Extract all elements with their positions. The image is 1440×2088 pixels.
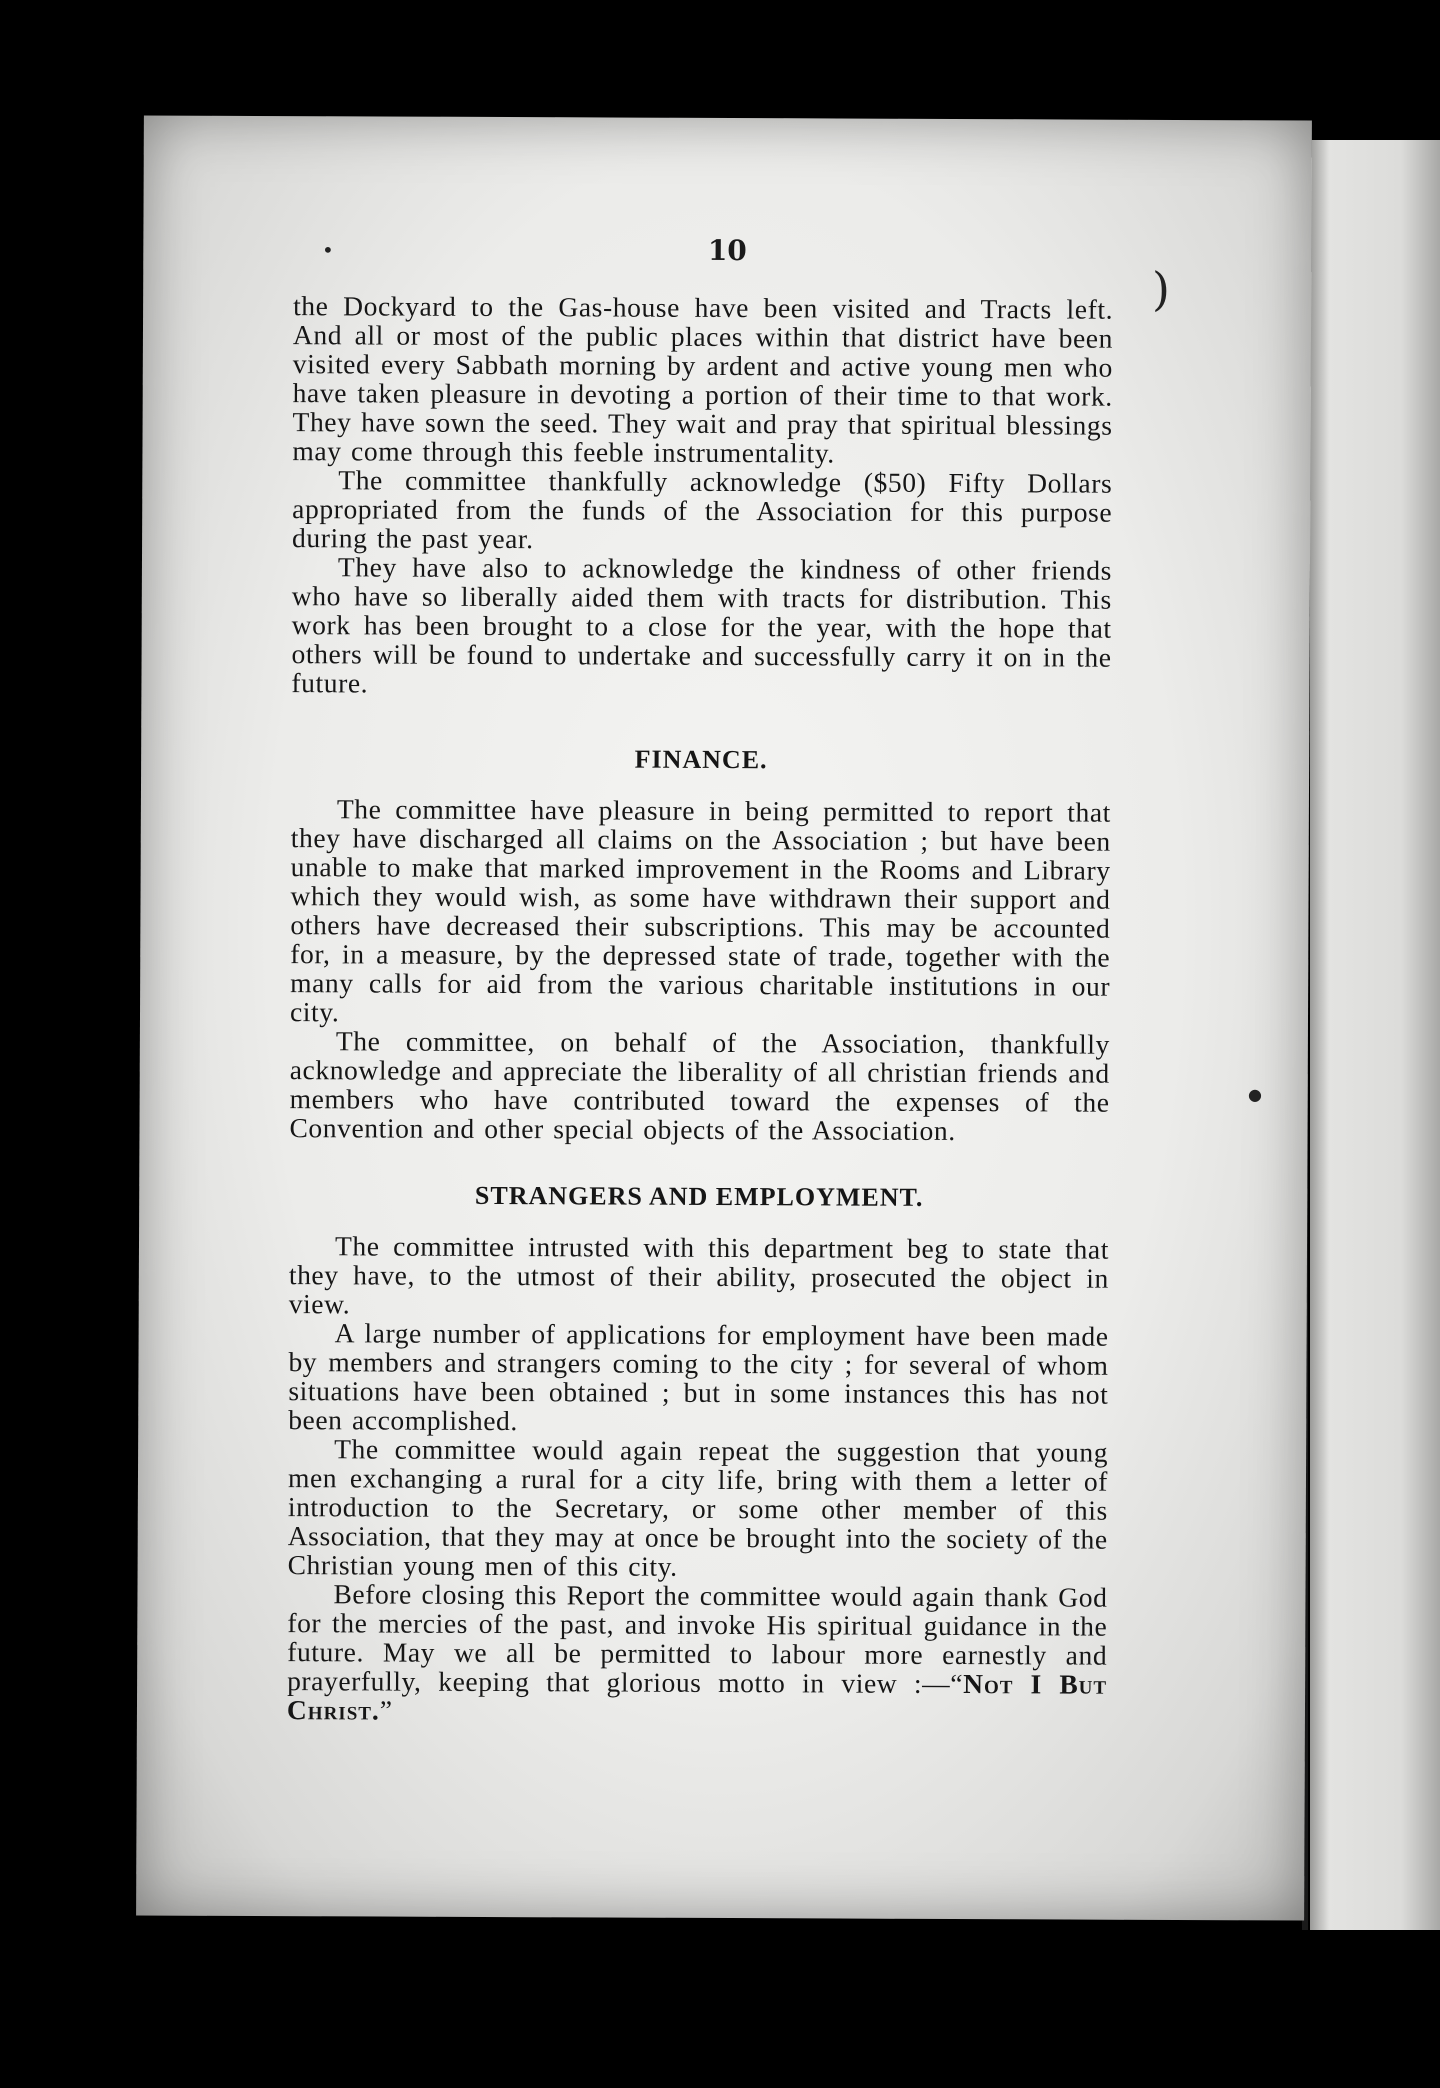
strangers-paragraph-department: The committee intrusted with this department beg to state that they have, to the utmost of their ability, prosecuted the object in view.: [288, 1230, 1110, 1320]
document-page: [136, 115, 1312, 1920]
margin-mark-dot-right: ●: [1248, 1085, 1262, 1104]
closing-text: Before closing this Report the committee would again thank God for the mercies of the past, and invoke His spiritual guidance in the future. May we all be permitted to labour more earnestly and prayerfully, keeping that glorious motto in view :—“: [287, 1578, 1108, 1700]
paragraph-dockyard: the Dockyard to the Gas-house have been visited and Tracts left. And all or most of the public places within that district have been visited every Sabbath morning by ardent and active young men who have taken pleasure in devoting a portion of their time to that work. They have sown the seed. They wait and pray that spiritual blessings may come through this feeble instrumentality.: [292, 290, 1114, 469]
report-body: [287, 291, 1113, 1728]
finance-paragraph-liberality: The committee, on behalf of the Association, thankfully acknowledge and appreciate the liberality of all christian friends and members who have contributed toward the expenses of the Convention and other special objects of the Association.: [289, 1025, 1110, 1147]
margin-mark-paren: ): [1152, 262, 1170, 316]
strangers-paragraph-applications: A large number of applications for employment have been made by members and strangers coming to the city ; for several of whom situations have been obtained ; but in some instances this has not been accomplished.: [288, 1317, 1109, 1437]
margin-mark-dot: •: [322, 238, 334, 262]
paragraph-tract-friends: They have also to acknowledge the kindness of other friends who have so liberally aided them with tracts for distribution. This work has been brought to a close for the year, with the hope that others will be found to undertake and successfully carry it on in the future.: [291, 551, 1113, 699]
finance-paragraph-claims: The committee have pleasure in being permitted to report that they have discharged all claims on the Association ; but have been unable to make that marked improvement in the Rooms and Library which they would wish, as some have withdrawn their support and others have decreased their subscriptions. This may be accounted for, in a measure, by the depressed state of trade, together with the many calls for aid from the various charitable institutions in our city.: [289, 793, 1111, 1028]
motto-text: Not I But Christ.: [286, 1668, 1108, 1726]
strangers-paragraph-suggestion: The committee would again repeat the suggestion that young men exchanging a rural for a city life, bring with them a letter of introduction to the Secretary, or some other member of this Association, that they may at once be brought into the society of the Christian young men of this city.: [287, 1433, 1109, 1582]
closing-paragraph: [287, 1579, 1108, 1728]
closing-quote: ”: [379, 1694, 393, 1726]
paragraph-fifty-dollars: The committee thankfully acknowledge ($50) Fifty Dollars appropriated from the funds of the Association for this purpose during the past year.: [292, 464, 1113, 555]
strangers-heading: STRANGERS AND EMPLOYMENT.: [474, 1180, 924, 1212]
page-number: 10: [707, 233, 747, 268]
adjacent-page-edge: [1310, 140, 1440, 1930]
finance-heading: FINANCE.: [634, 744, 768, 775]
